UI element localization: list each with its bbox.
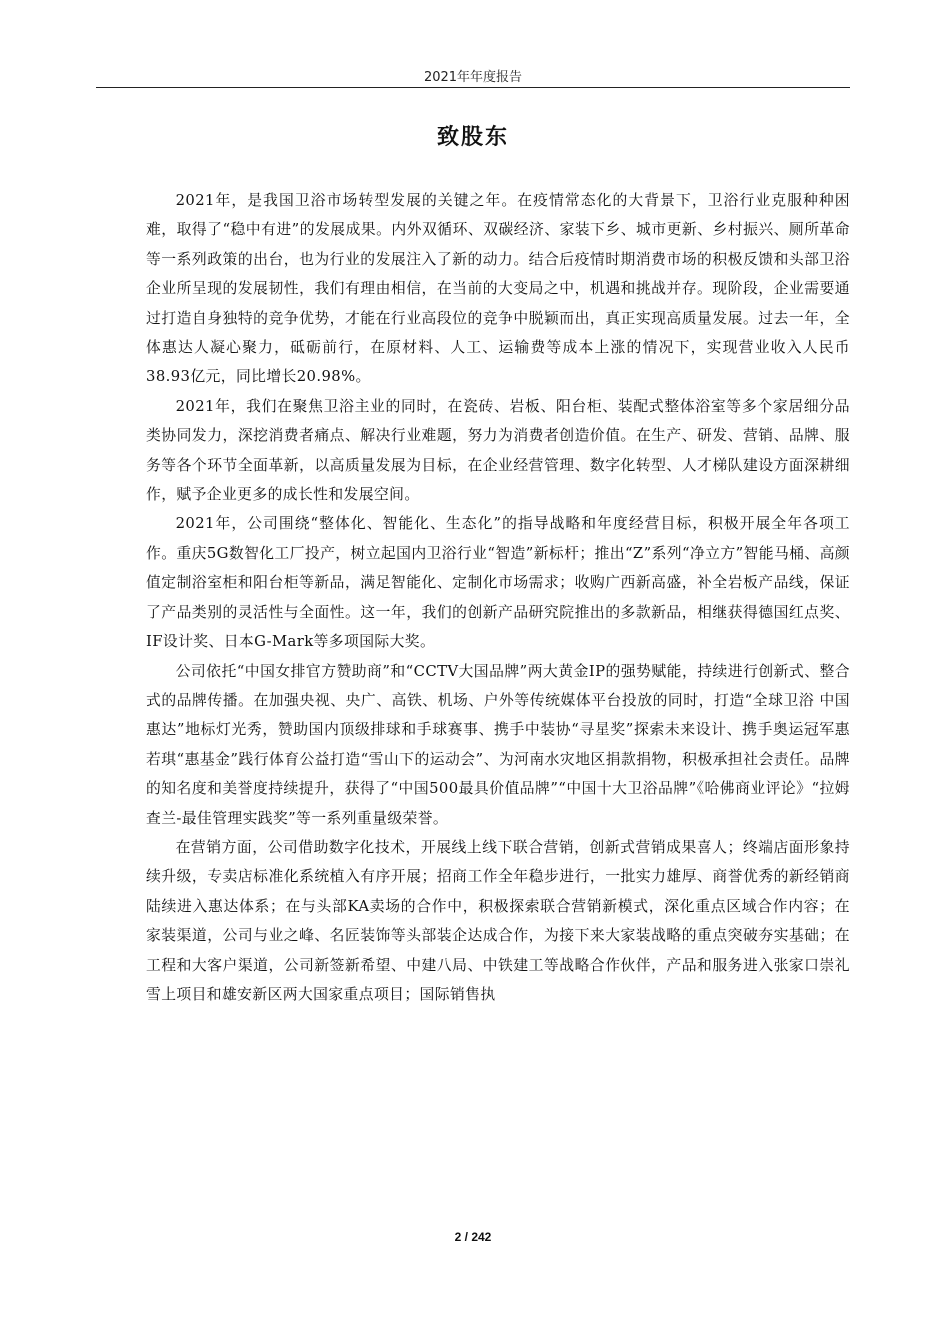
running-header: 2021年年度报告: [423, 70, 523, 85]
page-title: 致股东: [436, 125, 509, 150]
paragraph-3: 2021年，公司围绕“整体化、智能化、生态化”的指导战略和年度经营目标，积极开展全年各项工作。重庆5G数智化工厂投产，树立起国内卫浴行业“智造”新标杆；推出“Z”系列“净立方”智能马桶、高颜值定制浴室柜和阳台柜等新品，满足智能化、定制化市场需求；收购广西新高盛，补全岩板产品线，保证了产品类别的灵活性与全面性。这一年，我们的创新产品研究院推出的多款新品，相继获得德国红点奖、IF设计奖、日本G-Mark等多项国际大奖。: [146, 515, 850, 651]
paragraph-1: 2021年，是我国卫浴市场转型发展的关键之年。在疫情常态化的大背景下，卫浴行业克服种种困难，取得了“稳中有进”的发展成果。内外双循环、双碳经济、家装下乡、城市更新、乡村振兴、厕所革命等一系列政策的出台，也为行业的发展注入了新的动力。结合后疫情时期消费市场的积极反馈和头部卫浴企业所呈现的发展韧性，我们有理由相信，在当前的大变局之中，机遇和挑战并存。现阶段，企业需要通过打造自身独特的竞争优势，才能在行业高段位的竞争中脱颖而出，真正实现高质量发展。过去一年，全体惠达人凝心聚力，砥砺前行，在原材料、人工、运输费等成本上涨的情况下，实现营业收入人民币38.93亿元，同比增长20.98%。: [146, 192, 850, 386]
paragraph-2: 2021年，我们在聚焦卫浴主业的同时，在瓷砖、岩板、阳台柜、装配式整体浴室等多个家居细分品类协同发力，深挖消费者痛点、解决行业难题，努力为消费者创造价值。在生产、研发、营销、品牌、服务等各个环节全面革新，以高质量发展为目标，在企业经营管理、数字化转型、人才梯队建设方面深耕细作，赋予企业更多的成长性和发展空间。: [146, 397, 850, 504]
letter-body: [146, 186, 850, 1009]
paragraph-5: 在营销方面，公司借助数字化技术，开展线上线下联合营销，创新式营销成果喜人；终端店面形象持续升级，专卖店标准化系统植入有序开展；招商工作全年稳步进行，一批实力雄厚、商誉优秀的新经销商陆续进入惠达体系；在与头部KA卖场的合作中，积极探索联合营销新模式，深化重点区域合作内容；在家装渠道，公司与业之峰、名匠装饰等头部装企达成合作，为接下来大家装战略的重点突破夯实基础；在工程和大客户渠道，公司新签新希望、中建八局、中铁建工等战略合作伙伴，产品和服务进入张家口崇礼雪上项目和雄安新区两大国家重点项目；国际销售执: [146, 838, 850, 1003]
paragraph-4: 公司依托“中国女排官方赞助商”和“CCTV大国品牌”两大黄金IP的强势赋能，持续进行创新式、整合式的品牌传播。在加强央视、央广、高铁、机场、户外等传统媒体平台投放的同时，打造“全球卫浴 中国惠达”地标灯光秀，赞助国内顶级排球和手球赛事、携手中装协“寻星奖”探索未来设计、携手奥运冠军惠若琪“惠基金”践行体育公益打造“雪山下的运动会”、为河南水灾地区捐款捐物，积极承担社会责任。品牌的知名度和美誉度持续提升，获得了“中国500最具价值品牌”“中国十大卫浴品牌”《哈佛商业评论》“拉姆查兰-最佳管理实践奖”等一系列重量级荣誉。: [146, 662, 850, 827]
page-number: 2 / 242: [454, 1230, 492, 1244]
header-divider: [96, 87, 850, 88]
